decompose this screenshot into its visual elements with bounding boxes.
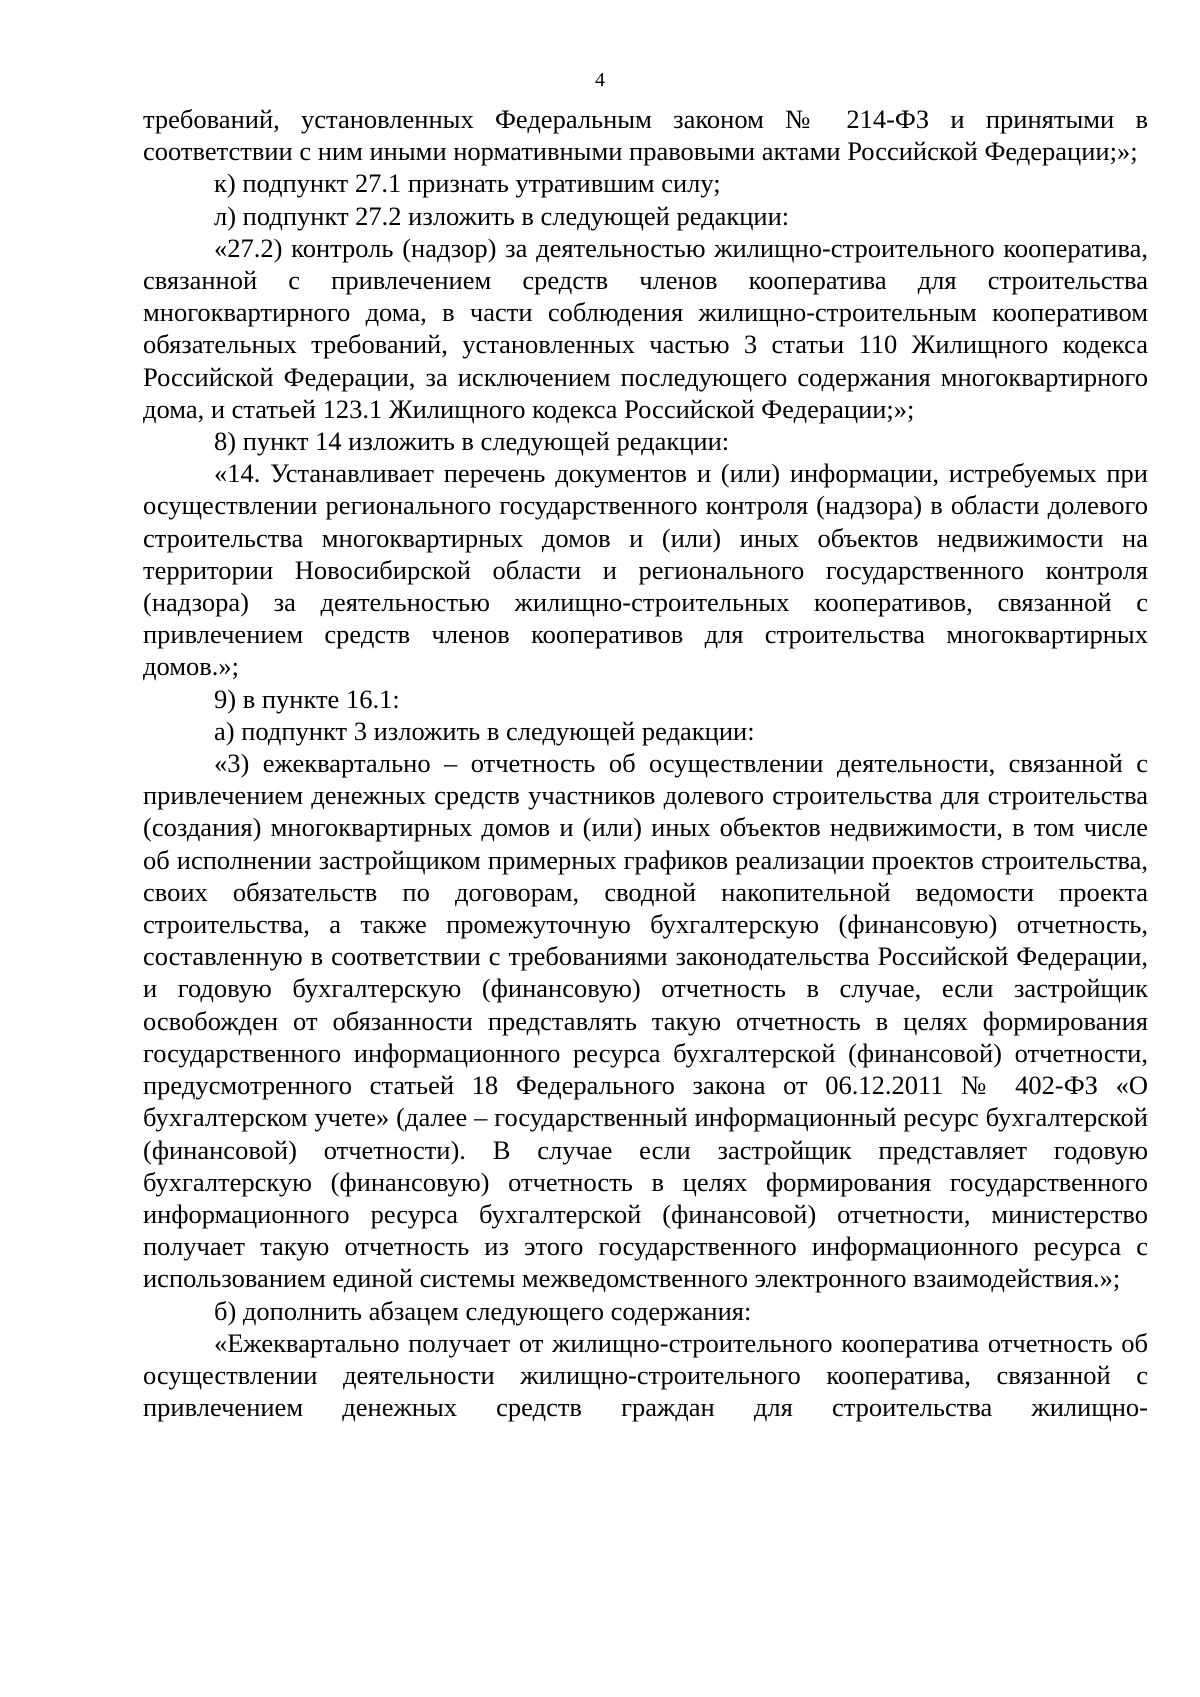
paragraph-3: л) подпункт 27.2 изложить в следующей редакции:: [214, 200, 790, 231]
paragraph-1: требований, установленных Федеральным законом № 214-ФЗ и принятыми в соответствии с ним иными нормативными правовыми актами Российской Федерации;»;: [143, 104, 1148, 167]
paragraph-8: а) подпункт 3 изложить в следующей редакции:: [214, 715, 755, 746]
paragraph-4: «27.2) контроль (надзор) за деятельностью жилищно-строительного кооператива, связанной с привлечением средств членов кооператива для строительства многоквартирного дома, в части соблюдения жилищно-строительным кооперативом обязательных требований, установленных частью 3 статьи 110 Жилищного кодекса Российской Федерации, за исключением последующего содержания многоквартирного дома, и статьей 123.1 Жилищного кодекса Российской Федерации;»;: [143, 232, 1148, 424]
paragraph-11: «Ежеквартально получает от жилищно-строительного кооператива отчетность об осуществлении деятельности жилищно-строительного кооператива, связанной с привлечением денежных средств граждан для строительства жилищно-: [143, 1327, 1148, 1423]
page-number: 4: [595, 69, 605, 91]
paragraph-7: 9) в пункте 16.1:: [214, 683, 400, 714]
paragraph-9: «3) ежеквартально – отчетность об осуществлении деятельности, связанной с привлечением денежных средств участников долевого строительства для строительства (создания) многоквартирных домов и (или) иных объектов недвижимости, в том числе об исполнении застройщиком примерных графиков реализации проектов строительства, своих обязательств по договорам, сводной накопительной ведомости проекта строительства, а также промежуточную бухгалтерскую (финансовую) отчетность, составленную в соответствии с требованиями законодательства Российской Федерации, и годовую бухгалтерскую (финансовую) отчетность в случае, если застройщик освобожден от обязанности представлять такую отчетность в целях формирования государственного информационного ресурса бухгалтерской (финансовой) отчетности, предусмотренного статьей 18 Федерального закона от 06.12.2011 № 402-ФЗ «О бухгалтерском учете» (далее – государственный информационный ресурс бухгалтерской (финансовой) отчетности). В случае если застройщик представляет годовую бухгалтерскую (финансовую) отчетность в целях формирования государственного информационного ресурса бухгалтерской (финансовой) отчетности, министерство получает такую отчетность из этого государственного информационного ресурса с использованием единой системы межведомственного электронного взаимодействия.»;: [143, 748, 1148, 1294]
document-body: [143, 103, 1148, 1423]
paragraph-2: к) подпункт 27.1 признать утратившим силу;: [214, 168, 721, 199]
paragraph-5: 8) пункт 14 изложить в следующей редакции:: [214, 426, 730, 457]
paragraph-6: «14. Устанавливает перечень документов и (или) информации, истребуемых при осуществлении регионального государственного контроля (надзора) в области долевого строительства многоквартирных домов и (или) иных объектов недвижимости на территории Новосибирской области и регионального государственного контроля (надзора) за деятельностью жилищно-строительных кооперативов, связанной с привлечением средств членов кооперативов для строительства многоквартирных домов.»;: [143, 458, 1148, 682]
paragraph-10: б) дополнить абзацем следующего содержания:: [214, 1295, 752, 1326]
